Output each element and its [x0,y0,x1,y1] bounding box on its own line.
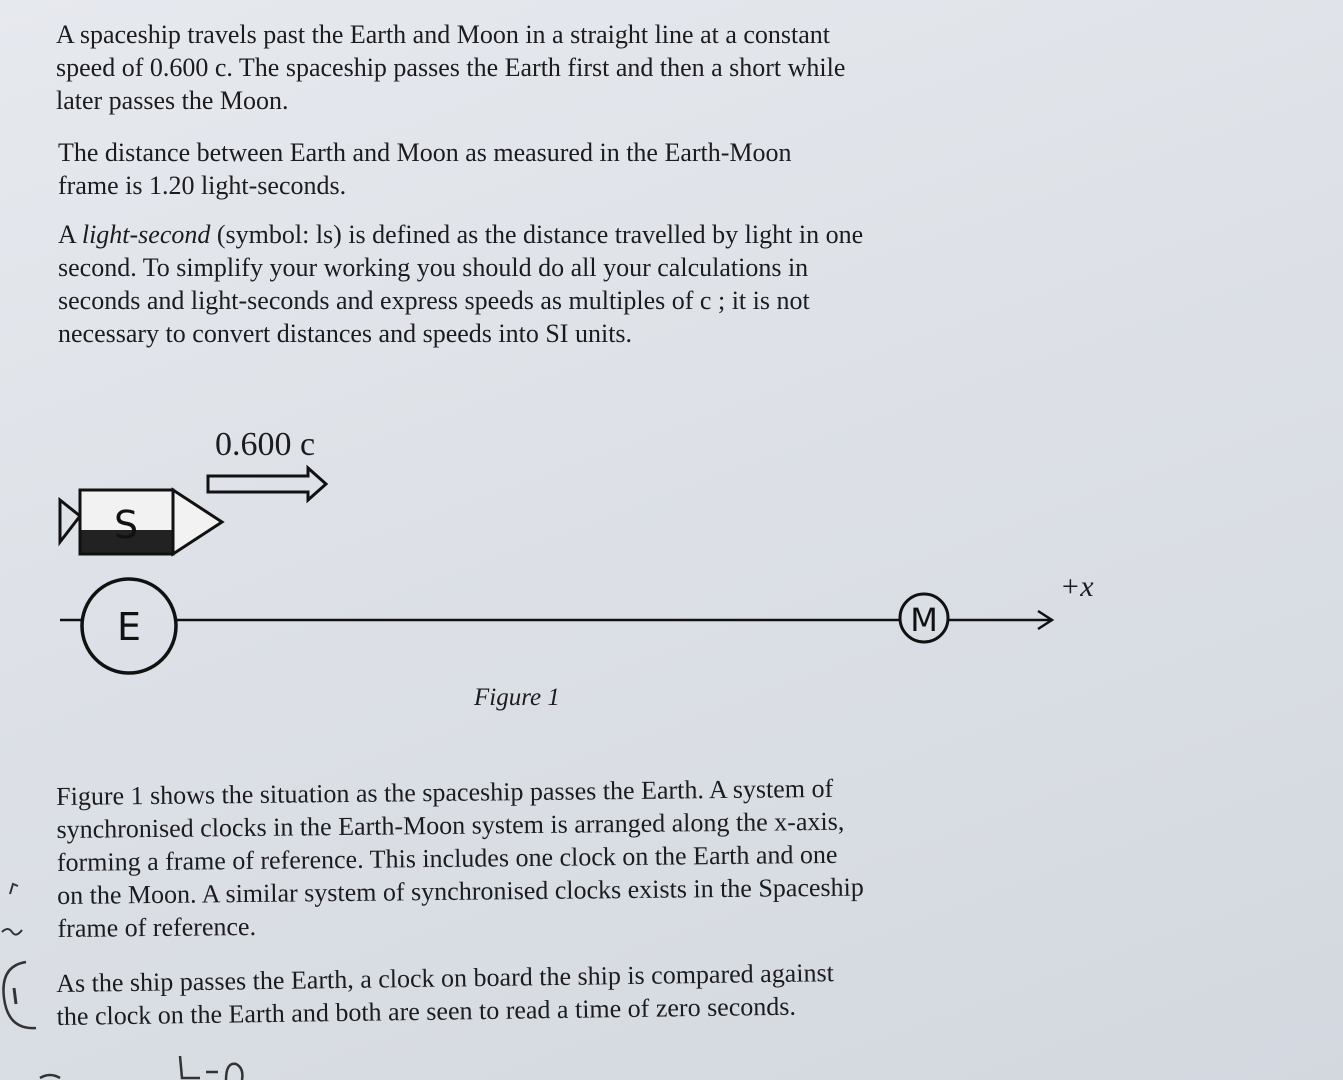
text-line: frame of reference. [57,911,257,943]
velocity-arrow-icon [208,468,326,500]
text-line: synchronised clocks in the Earth-Moon system is arranged along the x-axis, [56,806,845,844]
text-line: on the Moon. A similar system of synchronised clocks exists in the Spaceship [57,872,864,910]
moon-label: M [910,601,938,639]
text-line: The distance between Earth and Moon as measured in the Earth-Moon [58,138,792,167]
pencil-marks-icon [0,870,60,1080]
comparison-paragraph [56,956,834,1033]
text-line: later passes the Moon. [56,86,289,115]
earth-label: E [116,605,142,649]
velocity-label: 0.600 c [215,426,316,463]
text-line: Figure 1 shows the situation as the spaceship passes the Earth. A system of [56,773,834,811]
text-line: speed of 0.600 c. The spaceship passes the Earth first and then a short while [56,53,846,82]
text-line: seconds and light-seconds and express speeds as multiples of c ; it is not [58,286,810,315]
text-fragment: (symbol: ls) is defined as the distance travelled by light in one [210,220,864,249]
text-line: necessary to convert distances and speeds into SI units. [58,319,633,348]
figure-caption: Figure 1 [474,684,560,711]
intro-paragraph [56,18,845,117]
text-line: As the ship passes the Earth, a clock on board the ship is compared against [56,958,834,998]
defined-term: light-second [81,220,211,249]
axis-label: +x [1060,570,1094,603]
figure-1-diagram [0,400,1343,730]
text-line: forming a frame of reference. This includes one clock on the Earth and one [56,839,838,877]
light-second-definition-paragraph [58,218,863,350]
pencil-marks-icon [30,1050,270,1080]
clocks-paragraph [56,772,864,945]
spaceship-icon [60,490,222,554]
text-line: the clock on the Earth and both are seen to read a time of zero seconds. [56,991,797,1031]
text-line: second. To simplify your working you should do all your calculations in [58,253,809,282]
text-line [58,218,863,251]
text-fragment: A [58,220,82,249]
text-line: A spaceship travels past the Earth and Moon in a straight line at a constant [56,20,831,49]
spaceship-label: S [113,503,139,547]
text-line: frame is 1.20 light-seconds. [58,171,347,200]
distance-paragraph [58,136,792,202]
